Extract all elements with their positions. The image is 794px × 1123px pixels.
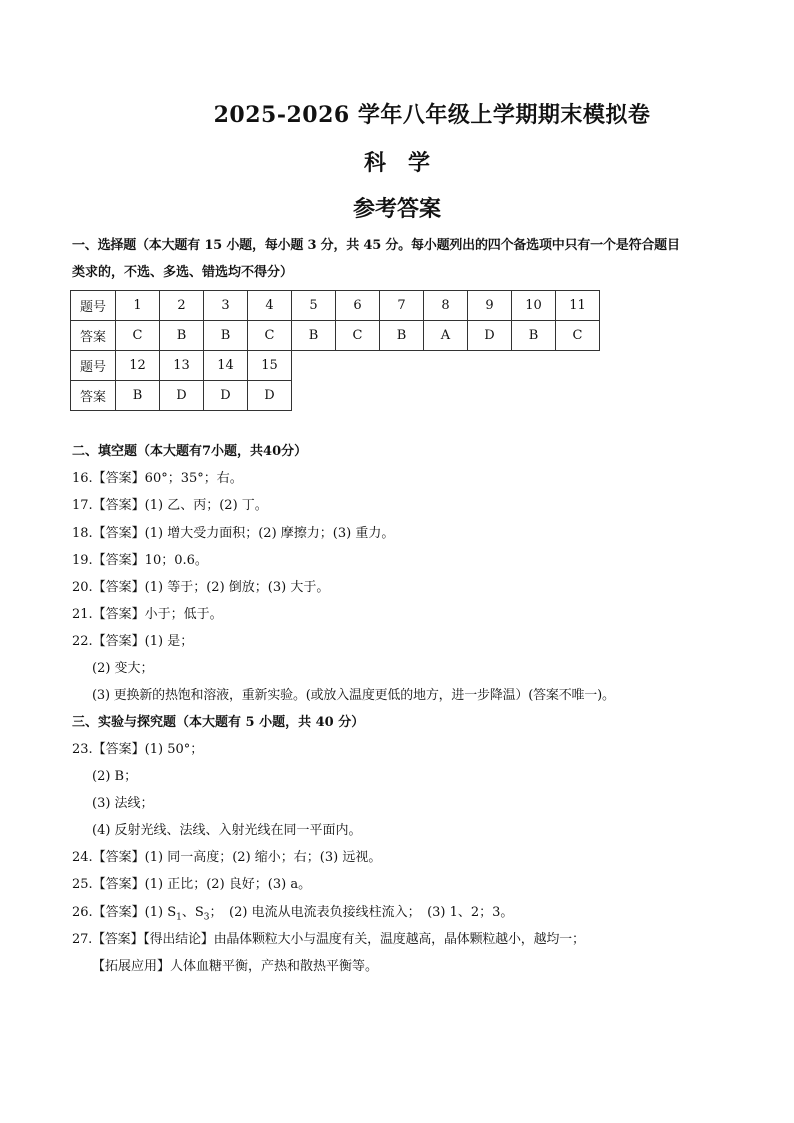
- answer-line-27-2: 【拓展应用】人体血糖平衡，产热和散热平衡等。: [92, 959, 379, 974]
- section3-heading: 三、实验与探究题（本大题有 5 小题，共 40 分）: [72, 715, 365, 730]
- a-cell: D: [160, 381, 204, 411]
- answer-line-25: 25.【答案】(1) 正比；(2) 良好；(3) a。: [72, 877, 312, 892]
- q-cell: 10: [512, 291, 556, 321]
- answer-line-20: 20.【答案】(1) 等于；(2) 倒放；(3) 大于。: [72, 580, 330, 595]
- q-cell: 11: [556, 291, 600, 321]
- empty-cell: [424, 381, 468, 411]
- exam-title: 2025-2026 学年八年级上学期期末模拟卷: [213, 102, 651, 128]
- answer-line-22-2: (2) 变大；: [92, 661, 154, 676]
- empty-cell: [512, 351, 556, 381]
- section2-heading: 二、填空题（本大题有7小题，共40分）: [72, 444, 308, 459]
- row-label-answer: 答案: [71, 381, 116, 411]
- answer-line-24: 24.【答案】(1) 同一高度；(2) 缩小；右；(3) 远视。: [72, 850, 382, 865]
- q26-subscript-3: 3: [203, 912, 210, 923]
- q-cell: 3: [204, 291, 248, 321]
- empty-cell: [292, 351, 336, 381]
- row-label-answer: 答案: [71, 321, 116, 351]
- a-cell: B: [292, 321, 336, 351]
- answer-line-23: 23.【答案】(1) 50°；: [72, 742, 204, 757]
- table-row-q2: [71, 351, 600, 381]
- q-cell: 7: [380, 291, 424, 321]
- q26-suffix: ； (2) 电流从电流表负接线柱流入； (3) 1、2；3。: [209, 905, 514, 920]
- a-cell: B: [512, 321, 556, 351]
- answer-line-22-3: (3) 更换新的热饱和溶液，重新实验。(或放入温度更低的地方，进一步降温）(答案不唯一)。: [92, 688, 615, 703]
- q-cell: 12: [116, 351, 160, 381]
- answer-line-27: 27.【答案】【得出结论】由晶体颗粒大小与温度有关，温度越高，晶体颗粒越小，越均一；: [72, 932, 585, 947]
- section1-heading-line1: 一、选择题（本大题有 15 小题，每小题 3 分，共 45 分。每小题列出的四个备选项中只有一个是符合题目: [72, 238, 680, 253]
- table-row-a1: [71, 321, 600, 351]
- answer-table: [70, 290, 600, 411]
- empty-cell: [336, 351, 380, 381]
- q-cell: 15: [248, 351, 292, 381]
- table-row-a2: [71, 381, 600, 411]
- empty-cell: [292, 381, 336, 411]
- a-cell: B: [160, 321, 204, 351]
- a-cell: B: [116, 381, 160, 411]
- empty-cell: [468, 351, 512, 381]
- a-cell: C: [336, 321, 380, 351]
- subject-title: 科 学: [363, 150, 430, 176]
- q-cell: 5: [292, 291, 336, 321]
- empty-cell: [336, 381, 380, 411]
- empty-cell: [380, 351, 424, 381]
- a-cell: C: [248, 321, 292, 351]
- q-cell: 4: [248, 291, 292, 321]
- q-cell: 2: [160, 291, 204, 321]
- q-cell: 13: [160, 351, 204, 381]
- a-cell: B: [380, 321, 424, 351]
- answer-line-16: 16.【答案】60°；35°；右。: [72, 471, 243, 486]
- a-cell: C: [556, 321, 600, 351]
- answer-line-18: 18.【答案】(1) 增大受力面积；(2) 摩擦力；(3) 重力。: [72, 526, 395, 541]
- empty-cell: [468, 381, 512, 411]
- answer-line-17: 17.【答案】(1) 乙、丙；(2) 丁。: [72, 498, 268, 513]
- q26-mid: 、S: [181, 905, 204, 920]
- a-cell: D: [204, 381, 248, 411]
- q26-prefix: 26.【答案】(1) S: [72, 905, 177, 920]
- table-row-q1: [71, 291, 600, 321]
- a-cell: A: [424, 321, 468, 351]
- empty-cell: [556, 351, 600, 381]
- q-cell: 14: [204, 351, 248, 381]
- a-cell: D: [248, 381, 292, 411]
- answer-line-21: 21.【答案】小于；低于。: [72, 607, 223, 622]
- answer-key-title: 参考答案: [352, 196, 441, 222]
- empty-cell: [424, 351, 468, 381]
- empty-cell: [512, 381, 556, 411]
- empty-cell: [556, 381, 600, 411]
- a-cell: C: [116, 321, 160, 351]
- row-label-question: 题号: [71, 351, 116, 381]
- q-cell: 6: [336, 291, 380, 321]
- answer-line-19: 19.【答案】10；0.6。: [72, 553, 208, 568]
- row-label-question: 题号: [71, 291, 116, 321]
- answer-line-23-4: (4) 反射光线、法线、入射光线在同一平面内。: [92, 823, 362, 838]
- answer-line-26: [72, 905, 513, 926]
- q-cell: 9: [468, 291, 512, 321]
- q26-subscript-1: 1: [176, 912, 182, 923]
- answer-line-23-3: (3) 法线；: [92, 796, 154, 811]
- section1-heading-line2: 类求的，不选、多选、错选均不得分）: [72, 265, 294, 280]
- answer-line-23-2: (2) B；: [92, 769, 138, 784]
- answer-line-22: 22.【答案】(1) 是；: [72, 634, 194, 649]
- empty-cell: [380, 381, 424, 411]
- a-cell: D: [468, 321, 512, 351]
- a-cell: B: [204, 321, 248, 351]
- q-cell: 1: [116, 291, 160, 321]
- q-cell: 8: [424, 291, 468, 321]
